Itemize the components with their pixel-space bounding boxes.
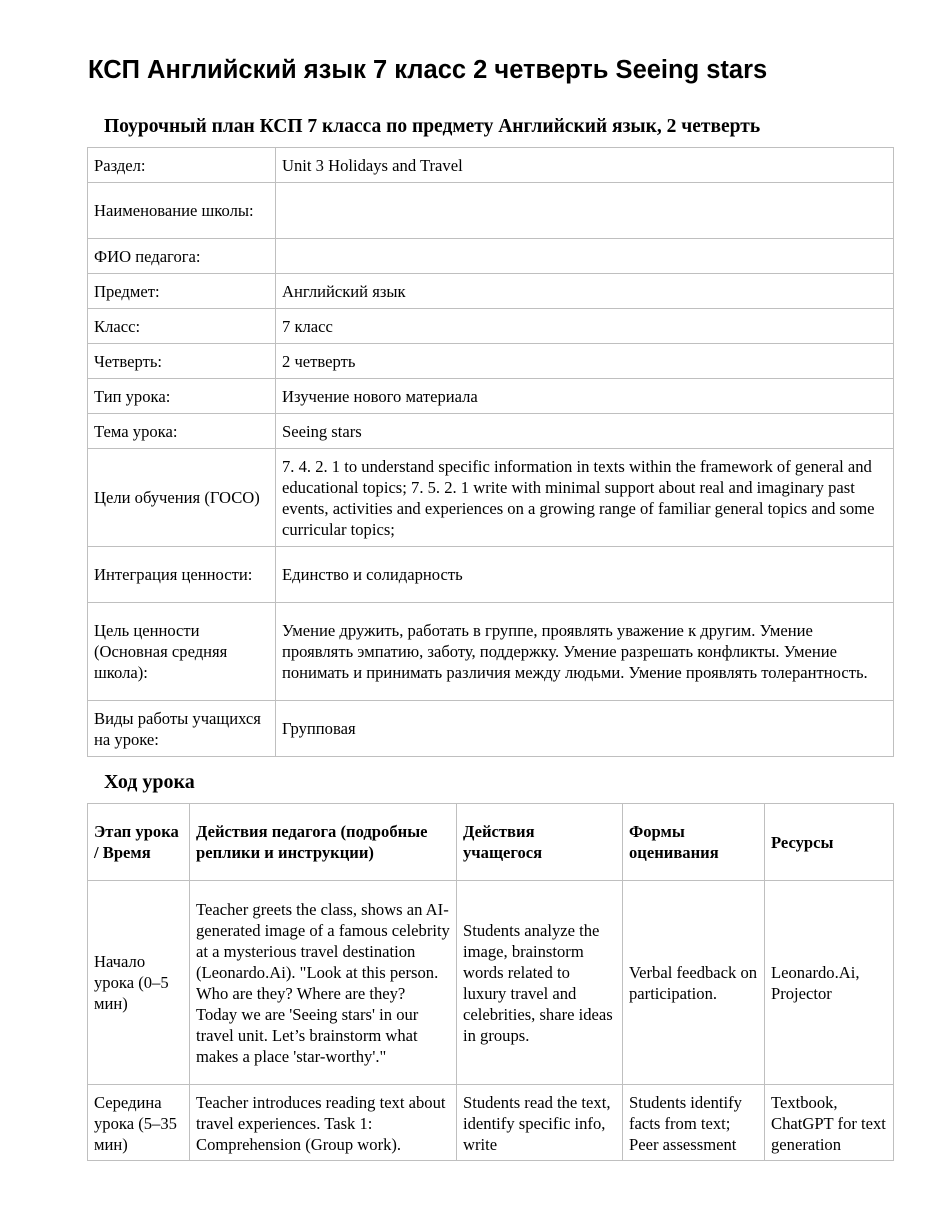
column-header-resources: Ресурсы [765,804,894,881]
cell-teacher-actions: Teacher greets the class, shows an AI-generated image of a famous celebrity at a mysterious travel destination (Leonardo.Ai). "Look at this person. Who are they? Where are they? Today we are 'Seeing stars' in our travel unit. Let’s brainstorm what makes a place 'star-worthy'." [190,881,457,1085]
column-header-stage: Этап урока / Время [88,804,190,881]
info-label: Раздел: [88,148,276,183]
info-label: Наименование школы: [88,183,276,239]
table-row [88,1085,894,1161]
info-label: Тип урока: [88,379,276,414]
info-row-goals [88,449,894,547]
info-row-teacher [88,239,894,274]
lesson-section-title: Ход урока [104,771,195,793]
cell-resources: Leonardo.Ai, Projector [765,881,894,1085]
info-row-values [88,547,894,603]
info-row-school [88,183,894,239]
info-value [276,239,894,274]
info-row-grade [88,309,894,344]
cell-text: Students read the text, identify specific info, write [463,1093,611,1154]
info-value: 7. 4. 2. 1 to understand specific information in texts within the framework of general and educational topics; 7. 5. 2. 1 write with minimal support about real and imaginary past events, activities and experiences on a growing range of familiar general topics and some curricular topics; [276,449,894,547]
table-row [88,881,894,1085]
info-row-section [88,148,894,183]
info-label: ФИО педагога: [88,239,276,274]
info-row-subject [88,274,894,309]
lesson-header-row [88,804,894,881]
info-row-work-types [88,701,894,757]
column-header-assessment: Формы оценивания [623,804,765,881]
info-value [276,183,894,239]
lesson-flow-table [87,803,894,1161]
document-title: КСП Английский язык 7 класс 2 четверть Seeing stars [88,56,768,84]
lesson-info-table [87,147,894,757]
info-row-lesson-type [88,379,894,414]
cell-student-actions: Students analyze the image, brainstorm words related to luxury travel and celebrities, share ideas in groups. [457,881,623,1085]
info-label: Четверть: [88,344,276,379]
cell-resources [765,1085,894,1161]
info-value: Умение дружить, работать в группе, проявлять уважение к другим. Умение проявлять эмпатию, заботу, поддержку. Умение разрешать конфликты. Умение понимать и принимать различия между людьми. Умение проявлять толерантность. [276,603,894,701]
info-label: Виды работы учащихся на уроке: [88,701,276,757]
info-value: Групповая [276,701,894,757]
info-value: Изучение нового материала [276,379,894,414]
cell-assessment [623,1085,765,1161]
cell-student-actions [457,1085,623,1161]
info-row-topic [88,414,894,449]
info-value: Unit 3 Holidays and Travel [276,148,894,183]
info-value: 2 четверть [276,344,894,379]
cell-text: Teacher introduces reading text about travel experiences. Task 1: Comprehension (Group work). [196,1093,446,1154]
info-label: Цель ценности (Основная средняя школа): [88,603,276,701]
info-value: Единство и солидарность [276,547,894,603]
info-value: Seeing stars [276,414,894,449]
info-row-value-goal [88,603,894,701]
info-label: Предмет: [88,274,276,309]
cell-stage [88,1085,190,1161]
cell-stage: Начало урока (0–5 мин) [88,881,190,1085]
column-header-teacher-actions: Действия педагога (подробные реплики и инструкции) [190,804,457,881]
document-subtitle: Поурочный план КСП 7 класса по предмету Английский язык, 2 четверть [104,116,761,137]
info-label: Класс: [88,309,276,344]
info-value: 7 класс [276,309,894,344]
cell-assessment: Verbal feedback on participation. [623,881,765,1085]
cell-text: Students identify facts from text; Peer assessment [629,1093,742,1154]
info-label: Цели обучения (ГОСО) [88,449,276,547]
cell-teacher-actions [190,1085,457,1161]
info-value: Английский язык [276,274,894,309]
info-row-quarter [88,344,894,379]
info-label: Интеграция ценности: [88,547,276,603]
cell-text: Textbook, ChatGPT for text generation [771,1093,886,1154]
info-label: Тема урока: [88,414,276,449]
column-header-student-actions: Действия учащегося [457,804,623,881]
cell-text: Середина урока (5–35 мин) [94,1093,177,1154]
